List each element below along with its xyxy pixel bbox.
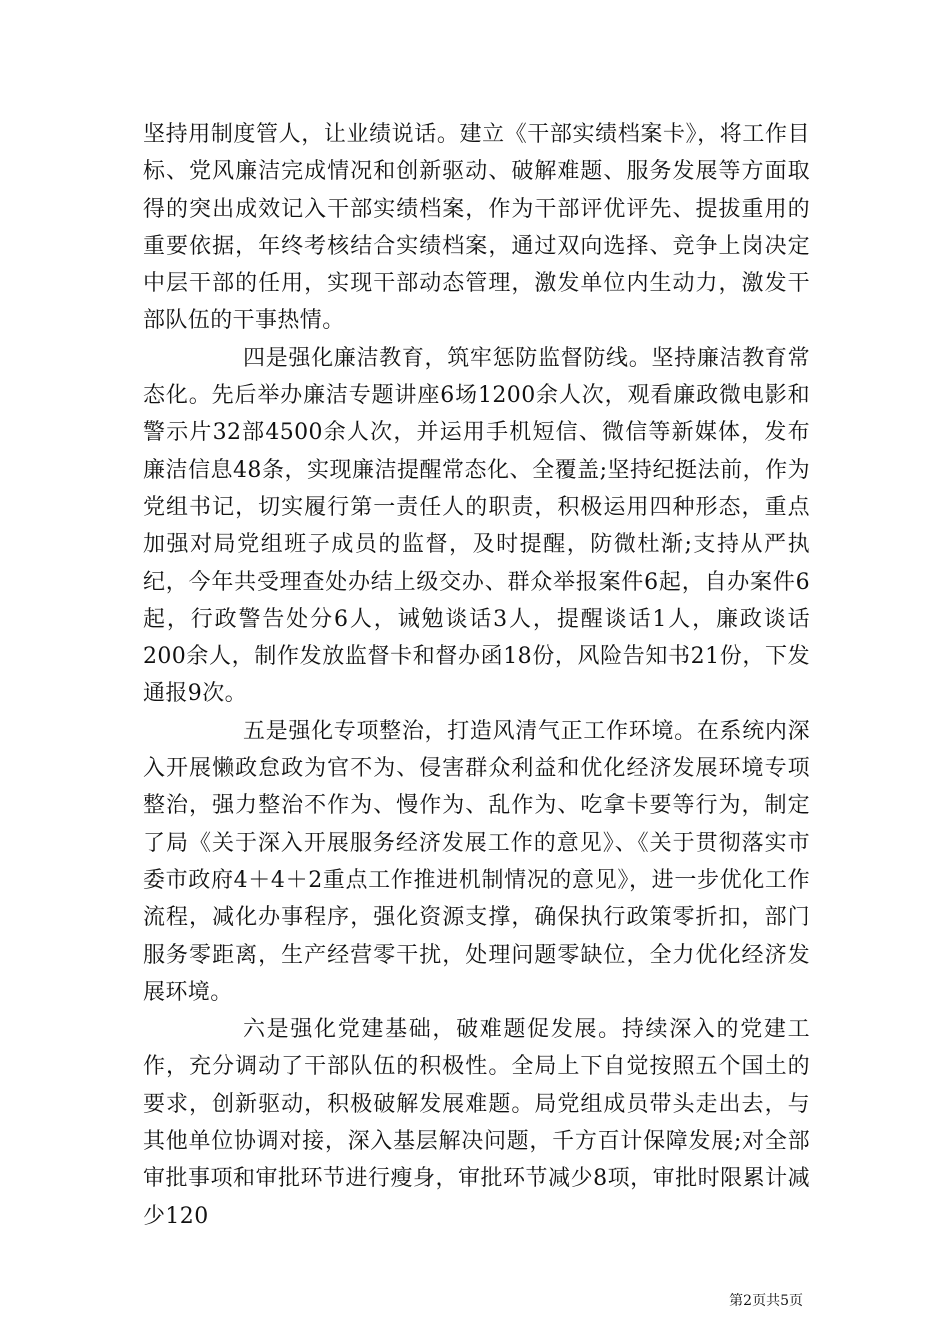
page-number-footer: 第2页共5页 — [729, 1293, 803, 1309]
paragraph-continuation: 坚持用制度管人，让业绩说话。建立《干部实绩档案卡》，将工作目标、党风廉洁完成情况和创新驱动、破解难题、服务发展等方面取得的突出成效记入干部实绩档案，作为干部评优评先、提拔重用的重要依据，年终考核结合实绩档案，通过双向选择、竞争上岗决定中层干部的任用，实现干部动态管理，激发单位内生动力，激发干部队伍的干事热情。 — [143, 122, 810, 334]
document-body — [143, 116, 810, 1235]
paragraph-five: 五是强化专项整治，打造风清气正工作环境。在系统内深入开展懒政怠政为官不为、侵害群众利益和优化经济发展环境专项整治，强力整治不作为、慢作为、乱作为、吃拿卡要等行为，制定了局《关于深入开展服务经济发展工作的意见》、《关于贯彻落实市委市政府4＋4＋2重点工作推进机制情况的意见》，进一步优化工作流程，减化办事程序，强化资源支撑，确保执行政策零折扣，部门服务零距离，生产经营零干扰，处理问题零缺位，全力优化经济发展环境。 — [143, 718, 810, 1005]
paragraph-six: 六是强化党建基础，破难题促发展。持续深入的党建工作，充分调动了干部队伍的积极性。全局上下自觉按照五个国土的要求，创新驱动，积极破解发展难题。局党组成员带头走出去，与其他单位协调对接，深入基层解决问题，千方百计保障发展;对全部审批事项和审批环节进行瘦身，审批环节减少8项，审批时限累计减少120 — [143, 1017, 810, 1229]
paragraph-four: 四是强化廉洁教育，筑牢惩防监督防线。坚持廉洁教育常态化。先后举办廉洁专题讲座6场1200余人次，观看廉政微电影和警示片32部4500余人次，并运用手机短信、微信等新媒体，发布廉洁信息48条，实现廉洁提醒常态化、全覆盖;坚持纪挺法前，作为党组书记，切实履行第一责任人的职责，积极运用四种形态，重点加强对局党组班子成员的监督，及时提醒，防微杜渐;支持从严执纪，今年共受理查处办结上级交办、群众举报案件6起，自办案件6起，行政警告处分6人，诫勉谈话3人，提醒谈话1人，廉政谈话200余人，制作发放监督卡和督办函18份，风险告知书21份，下发通报9次。 — [143, 345, 810, 707]
